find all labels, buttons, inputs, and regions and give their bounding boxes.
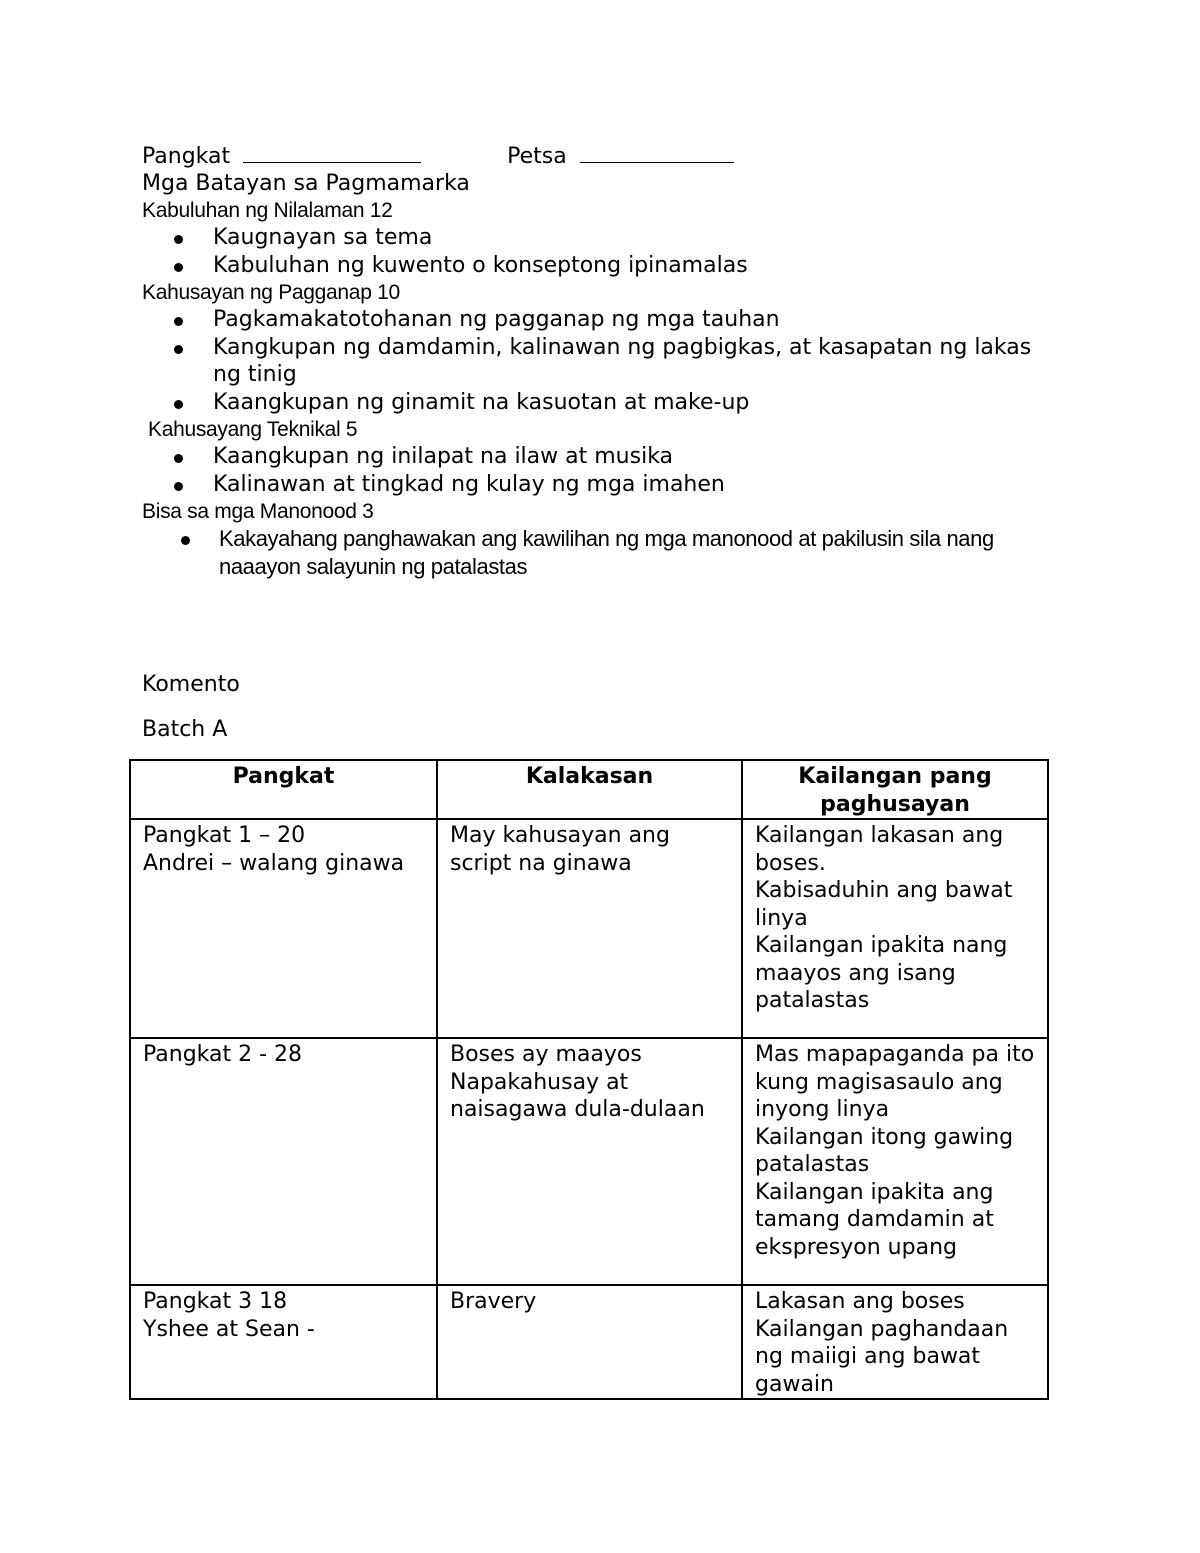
header-line <box>142 142 734 170</box>
table-cell-pangkat: Pangkat 3 18 Yshee at Sean - <box>130 1285 437 1399</box>
table-cell-paghusayan: Mas mapapaganda pa ito kung magisasaulo ang inyong linya Kailangan itong gawing patalastas Kailangan ipakita ang tamang damdamin at ekspresyon upang <box>742 1038 1048 1285</box>
criterion-bullet-list <box>0 306 1043 416</box>
bullet-dot-icon <box>174 454 183 463</box>
table-row <box>130 1285 1048 1399</box>
petsa-blank[interactable] <box>580 142 734 163</box>
list-item: Kakayahang panghawakan ang kawilihan ng mga manonood at pakilusin sila nang naaayon salayunin ng patalastas <box>0 525 1039 580</box>
bullet-dot-icon <box>174 317 183 326</box>
list-item: Kaangkupan ng inilapat na ilaw at musika <box>0 443 1043 471</box>
pangkat-blank[interactable] <box>243 142 421 163</box>
list-item: Pagkamakatotohanan ng pagganap ng mga tauhan <box>0 306 1043 334</box>
document-title: Mga Batayan sa Pagmamarka <box>142 171 470 196</box>
list-item: Kabuluhan ng kuwento o konseptong ipinamalas <box>0 252 1043 280</box>
table-cell-pangkat: Pangkat 2 - 28 <box>130 1038 437 1285</box>
komento-label: Komento <box>142 672 240 697</box>
criterion-bullet-list <box>0 443 1043 498</box>
list-item: Kangkupan ng damdamin, kalinawan ng pagbigkas, at kasapatan ng lakas ng tinig <box>0 334 1043 389</box>
pangkat-label: Pangkat <box>142 144 231 169</box>
petsa-label: Petsa <box>507 144 567 169</box>
bullet-dot-icon <box>174 482 183 491</box>
table-cell-kalakasan: Bravery <box>437 1285 742 1399</box>
bullet-dot-icon <box>174 400 183 409</box>
table-cell-paghusayan: Kailangan lakasan ang boses. Kabisaduhin ang bawat linya Kailangan ipakita nang maayos ang isang patalastas <box>742 819 1048 1038</box>
table-cell-paghusayan: Lakasan ang boses Kailangan paghandaan ng maiigi ang bawat gawain <box>742 1285 1048 1399</box>
evaluation-table <box>129 759 1049 1400</box>
table-cell-kalakasan: Boses ay maayos Napakahusay at naisagawa dula-dulaan <box>437 1038 742 1285</box>
column-header: Kalakasan <box>437 760 742 819</box>
column-header: Kailangan pang paghusayan <box>742 760 1048 819</box>
list-item: Kaangkupan ng ginamit na kasuotan at make-up <box>0 389 1043 417</box>
criterion-bullet-list <box>0 224 1043 279</box>
table-cell-kalakasan: May kahusayan ang script na ginawa <box>437 819 742 1038</box>
bullet-dot-icon <box>174 263 183 272</box>
list-item: Kalinawan at tingkad ng kulay ng mga imahen <box>0 471 1043 499</box>
batch-label: Batch A <box>142 717 228 742</box>
table-row <box>130 819 1048 1038</box>
bullet-dot-icon <box>174 345 183 354</box>
criterion-bullet-list <box>0 525 1039 580</box>
table-header-row <box>130 760 1048 819</box>
criterion-heading: Kahusayan ng Pagganap 10 <box>142 281 400 304</box>
criterion-heading: Kabuluhan ng Nilalaman 12 <box>142 199 393 222</box>
list-item: Kaugnayan sa tema <box>0 224 1043 252</box>
bullet-dot-icon <box>174 235 183 244</box>
table-row <box>130 1038 1048 1285</box>
table-cell-pangkat: Pangkat 1 – 20 Andrei – walang ginawa <box>130 819 437 1038</box>
bullet-dot-icon <box>181 536 190 545</box>
column-header: Pangkat <box>130 760 437 819</box>
criterion-heading: Bisa sa mga Manonood 3 <box>142 500 374 523</box>
criterion-heading: Kahusayang Teknikal 5 <box>148 418 358 441</box>
